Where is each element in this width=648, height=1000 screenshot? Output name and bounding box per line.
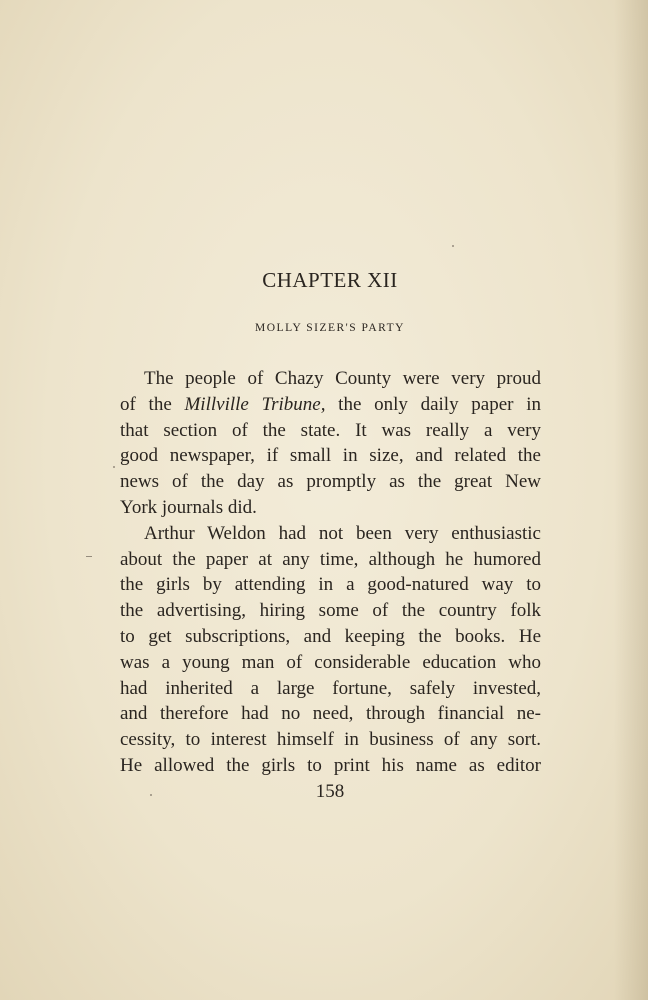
body-text: [120, 366, 541, 779]
text-line-4: good newspaper, if small in size, and related the: [120, 445, 541, 467]
page-number: 158: [315, 781, 345, 802]
text-line-15: cessity, to interest himself in business of any sort.: [120, 729, 541, 751]
text-line-12: was a young man of considerable education who: [120, 651, 541, 673]
paper-speck: [113, 466, 115, 468]
text-line-5: news of the day as promptly as the great New: [120, 471, 541, 493]
text-line-6: York journals did.: [120, 496, 257, 518]
newspaper-title: Millville Tribune,: [184, 393, 326, 415]
text-line-14: and therefore had no need, through financial ne-: [120, 703, 541, 725]
text-line-2-start: of the: [120, 393, 185, 415]
text-line-9: the girls by attending in a good-natured way to: [120, 574, 541, 596]
text-line-7: Arthur Weldon had not been very enthusiastic: [144, 522, 541, 544]
text-line-10: the advertising, hiring some of the country folk: [120, 600, 541, 622]
chapter-subtitle: MOLLY SIZER'S PARTY: [255, 322, 405, 334]
text-line-3: that section of the state. It was really a very: [120, 419, 541, 441]
paper-speck: [452, 245, 454, 247]
text-line-1: The people of Chazy County were very proud: [144, 368, 541, 389]
text-line-8: about the paper at any time, although he humored: [120, 548, 541, 570]
text-line-13: had inherited a large fortune, safely invested,: [120, 677, 541, 699]
text-line-2: [120, 392, 541, 418]
paper-speck: [86, 556, 92, 557]
text-line-11: to get subscriptions, and keeping the books. He: [120, 625, 541, 647]
text-line-16: He allowed the girls to print his name as editor: [120, 754, 541, 776]
chapter-heading: CHAPTER XII: [262, 268, 398, 292]
text-line-2-end: the only daily paper in: [325, 393, 541, 415]
paper-speck: [150, 794, 152, 796]
